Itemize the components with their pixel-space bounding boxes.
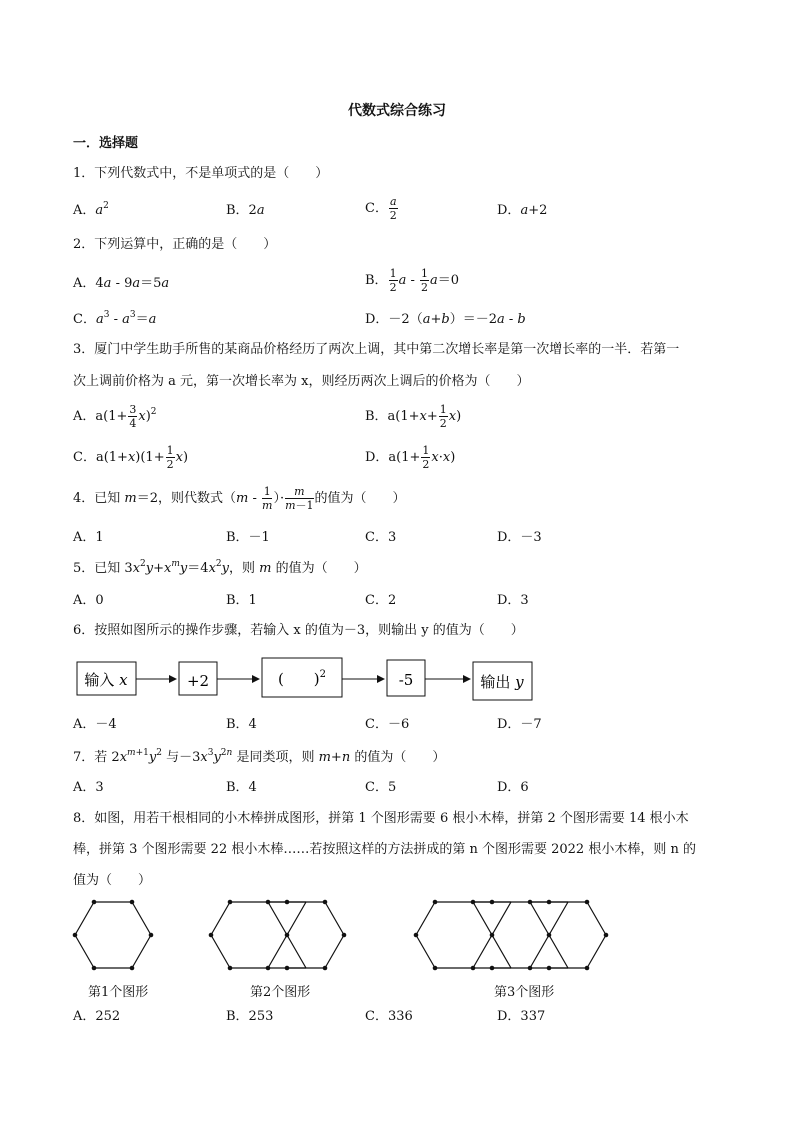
stick-joint <box>471 900 476 905</box>
stick-joint <box>285 966 290 971</box>
q6-option-c: C．－6 <box>365 717 410 732</box>
flow-output-label: 输出 y <box>480 673 524 691</box>
q3-option-c: C．a(1+x)(1+ $\frac{1}{2}$ x) <box>73 444 189 471</box>
stick-joint <box>471 966 476 971</box>
q1-option-a: A．$a^2$ <box>73 201 109 218</box>
stick <box>325 902 344 935</box>
stick-joint <box>433 900 438 905</box>
q3-option-d: D．a(1+ $\frac{1}{2}$ x·x) <box>365 444 456 471</box>
stick-joint <box>433 966 438 971</box>
q1-option-d: D．a+2 <box>497 203 548 218</box>
q7-option-b: B．4 <box>226 780 257 795</box>
q8-option-c: C．336 <box>365 1009 413 1024</box>
q1-option-b: B．2a <box>226 203 265 218</box>
q6-stem: 6．按照如图所示的操作步骤，若输入 x 的值为－3，则输出 y 的值为（ ） <box>73 623 524 638</box>
q5-option-c: C．2 <box>365 593 397 608</box>
q6-option-b: B．4 <box>226 717 257 732</box>
q7-stem: 7．若 $2x^{m+1}y^2$ 与$-3x^3y^{2n}$ 是同类项，则 m+n 的值为（ ） <box>73 748 446 765</box>
stick <box>587 902 606 935</box>
q8-option-d: D．337 <box>497 1009 546 1024</box>
stick-joint <box>604 933 609 938</box>
page-title: 代数式综合练习 <box>348 103 446 119</box>
q2-option-b: B． $\frac{1}{2}$ a - $\frac{1}{2}$ a＝0 <box>365 267 460 294</box>
stick-joint <box>585 900 590 905</box>
stick-joint <box>323 966 328 971</box>
q5-option-d: D．3 <box>497 593 529 608</box>
q6-option-a: A．－4 <box>73 717 117 732</box>
q4-stem: 4．已知 m＝2，则代数式（m - $\frac{1}{m}$ ）· $\frac{m}{m-1}$ 的值为（ ） <box>73 485 406 512</box>
stick <box>211 902 230 935</box>
q5-option-b: B．1 <box>226 593 257 608</box>
q6-option-d: D．－7 <box>497 717 542 732</box>
stick-joint <box>209 933 214 938</box>
q8-figure1-label: 第1个图形 <box>88 985 149 1000</box>
q8-figure3-label: 第3个图形 <box>494 985 555 1000</box>
stick-joint <box>490 933 495 938</box>
q4-option-b: B．－1 <box>226 530 270 545</box>
stick <box>587 935 606 968</box>
q5-option-a: A．0 <box>73 593 104 608</box>
q4-option-c: C．3 <box>365 530 397 545</box>
stick-joint <box>547 900 552 905</box>
q8-stick-figures <box>0 890 680 980</box>
stick-joint <box>490 900 495 905</box>
stick <box>325 935 344 968</box>
stick-joint <box>285 933 290 938</box>
q8-option-b: B．253 <box>226 1009 274 1024</box>
stick-joint <box>414 933 419 938</box>
q4-option-d: D．－3 <box>497 530 542 545</box>
stick <box>75 902 94 935</box>
stick-joint <box>92 900 97 905</box>
stick-joint <box>228 966 233 971</box>
q8-option-a: A．252 <box>73 1009 121 1024</box>
q1-option-c: C． $\frac{a}{2}$ <box>365 195 397 222</box>
stick <box>132 902 151 935</box>
stick-joint <box>342 933 347 938</box>
q3-option-a: A．a(1+ $\frac{3}{4}$ x)$^2$ <box>73 403 157 430</box>
q2-option-c: C．$a^3 - a^3=a$ <box>73 310 157 327</box>
stick-joint <box>285 900 290 905</box>
q3-stem-line2: 次上调前价格为 a 元，第一次增长率为 x，则经历两次上调后的价格为（ ） <box>73 374 530 389</box>
q2-option-a: A．4a - 9a＝5a <box>73 276 170 291</box>
q7-option-a: A．3 <box>73 780 104 795</box>
stick-joint <box>92 966 97 971</box>
stick-joint <box>228 900 233 905</box>
stick-joint <box>266 966 271 971</box>
stick-joint <box>547 966 552 971</box>
stick-joint <box>130 900 135 905</box>
q2-option-d: D．－2（a+b）＝－2a - b <box>365 312 526 327</box>
q8-stem-line3: 值为（ ） <box>73 873 152 888</box>
section-heading: 一．选择题 <box>73 136 139 151</box>
stick-joint <box>547 933 552 938</box>
q5-stem: 5．已知 $3x^2y+x^my=4x^2y$，则 m 的值为（ ） <box>73 559 367 576</box>
q8-stem-line1: 8．如图，用若干根相同的小木棒拼成图形，拼第 1 个图形需要 6 根小木棒，拼第 2 个图形需要 14 根小木 <box>73 811 689 826</box>
flow-minus5-label: -5 <box>398 671 414 689</box>
q4-option-a: A．1 <box>73 530 104 545</box>
stick <box>75 935 94 968</box>
q3-stem-line1: 3．厦门中学生助手所售的某商品价格经历了两次上调，其中第二次增长率是第一次增长率的一半．若第一 <box>73 342 680 357</box>
stick-joint <box>73 933 78 938</box>
q1-stem: 1．下列代数式中，不是单项式的是（ ） <box>73 166 329 181</box>
q7-option-c: C．5 <box>365 780 397 795</box>
stick <box>132 935 151 968</box>
flow-square-label: ( )$^2$ <box>277 669 327 688</box>
stick <box>416 935 435 968</box>
stick-joint <box>490 966 495 971</box>
flow-input-label: 输入 x <box>84 671 128 689</box>
flow-plus2-label: +2 <box>186 672 210 690</box>
q2-stem: 2．下列运算中，正确的是（ ） <box>73 237 277 252</box>
q8-figure2-label: 第2个图形 <box>250 985 311 1000</box>
q8-stem-line2: 棒，拼第 3 个图形需要 22 根小木棒……若按照这样的方法拼成的第 n 个图形需要 2022 根小木棒，则 n 的 <box>73 842 696 857</box>
q3-option-b: B．a(1+x+ $\frac{1}{2}$ x) <box>365 403 462 430</box>
stick <box>211 935 230 968</box>
stick-joint <box>528 900 533 905</box>
q7-option-d: D．6 <box>497 780 529 795</box>
stick-joint <box>266 900 271 905</box>
stick-joint <box>528 966 533 971</box>
stick-joint <box>323 900 328 905</box>
stick-joint <box>130 966 135 971</box>
stick-joint <box>149 933 154 938</box>
stick <box>416 902 435 935</box>
q6-flowchart <box>0 650 560 710</box>
stick-joint <box>585 966 590 971</box>
